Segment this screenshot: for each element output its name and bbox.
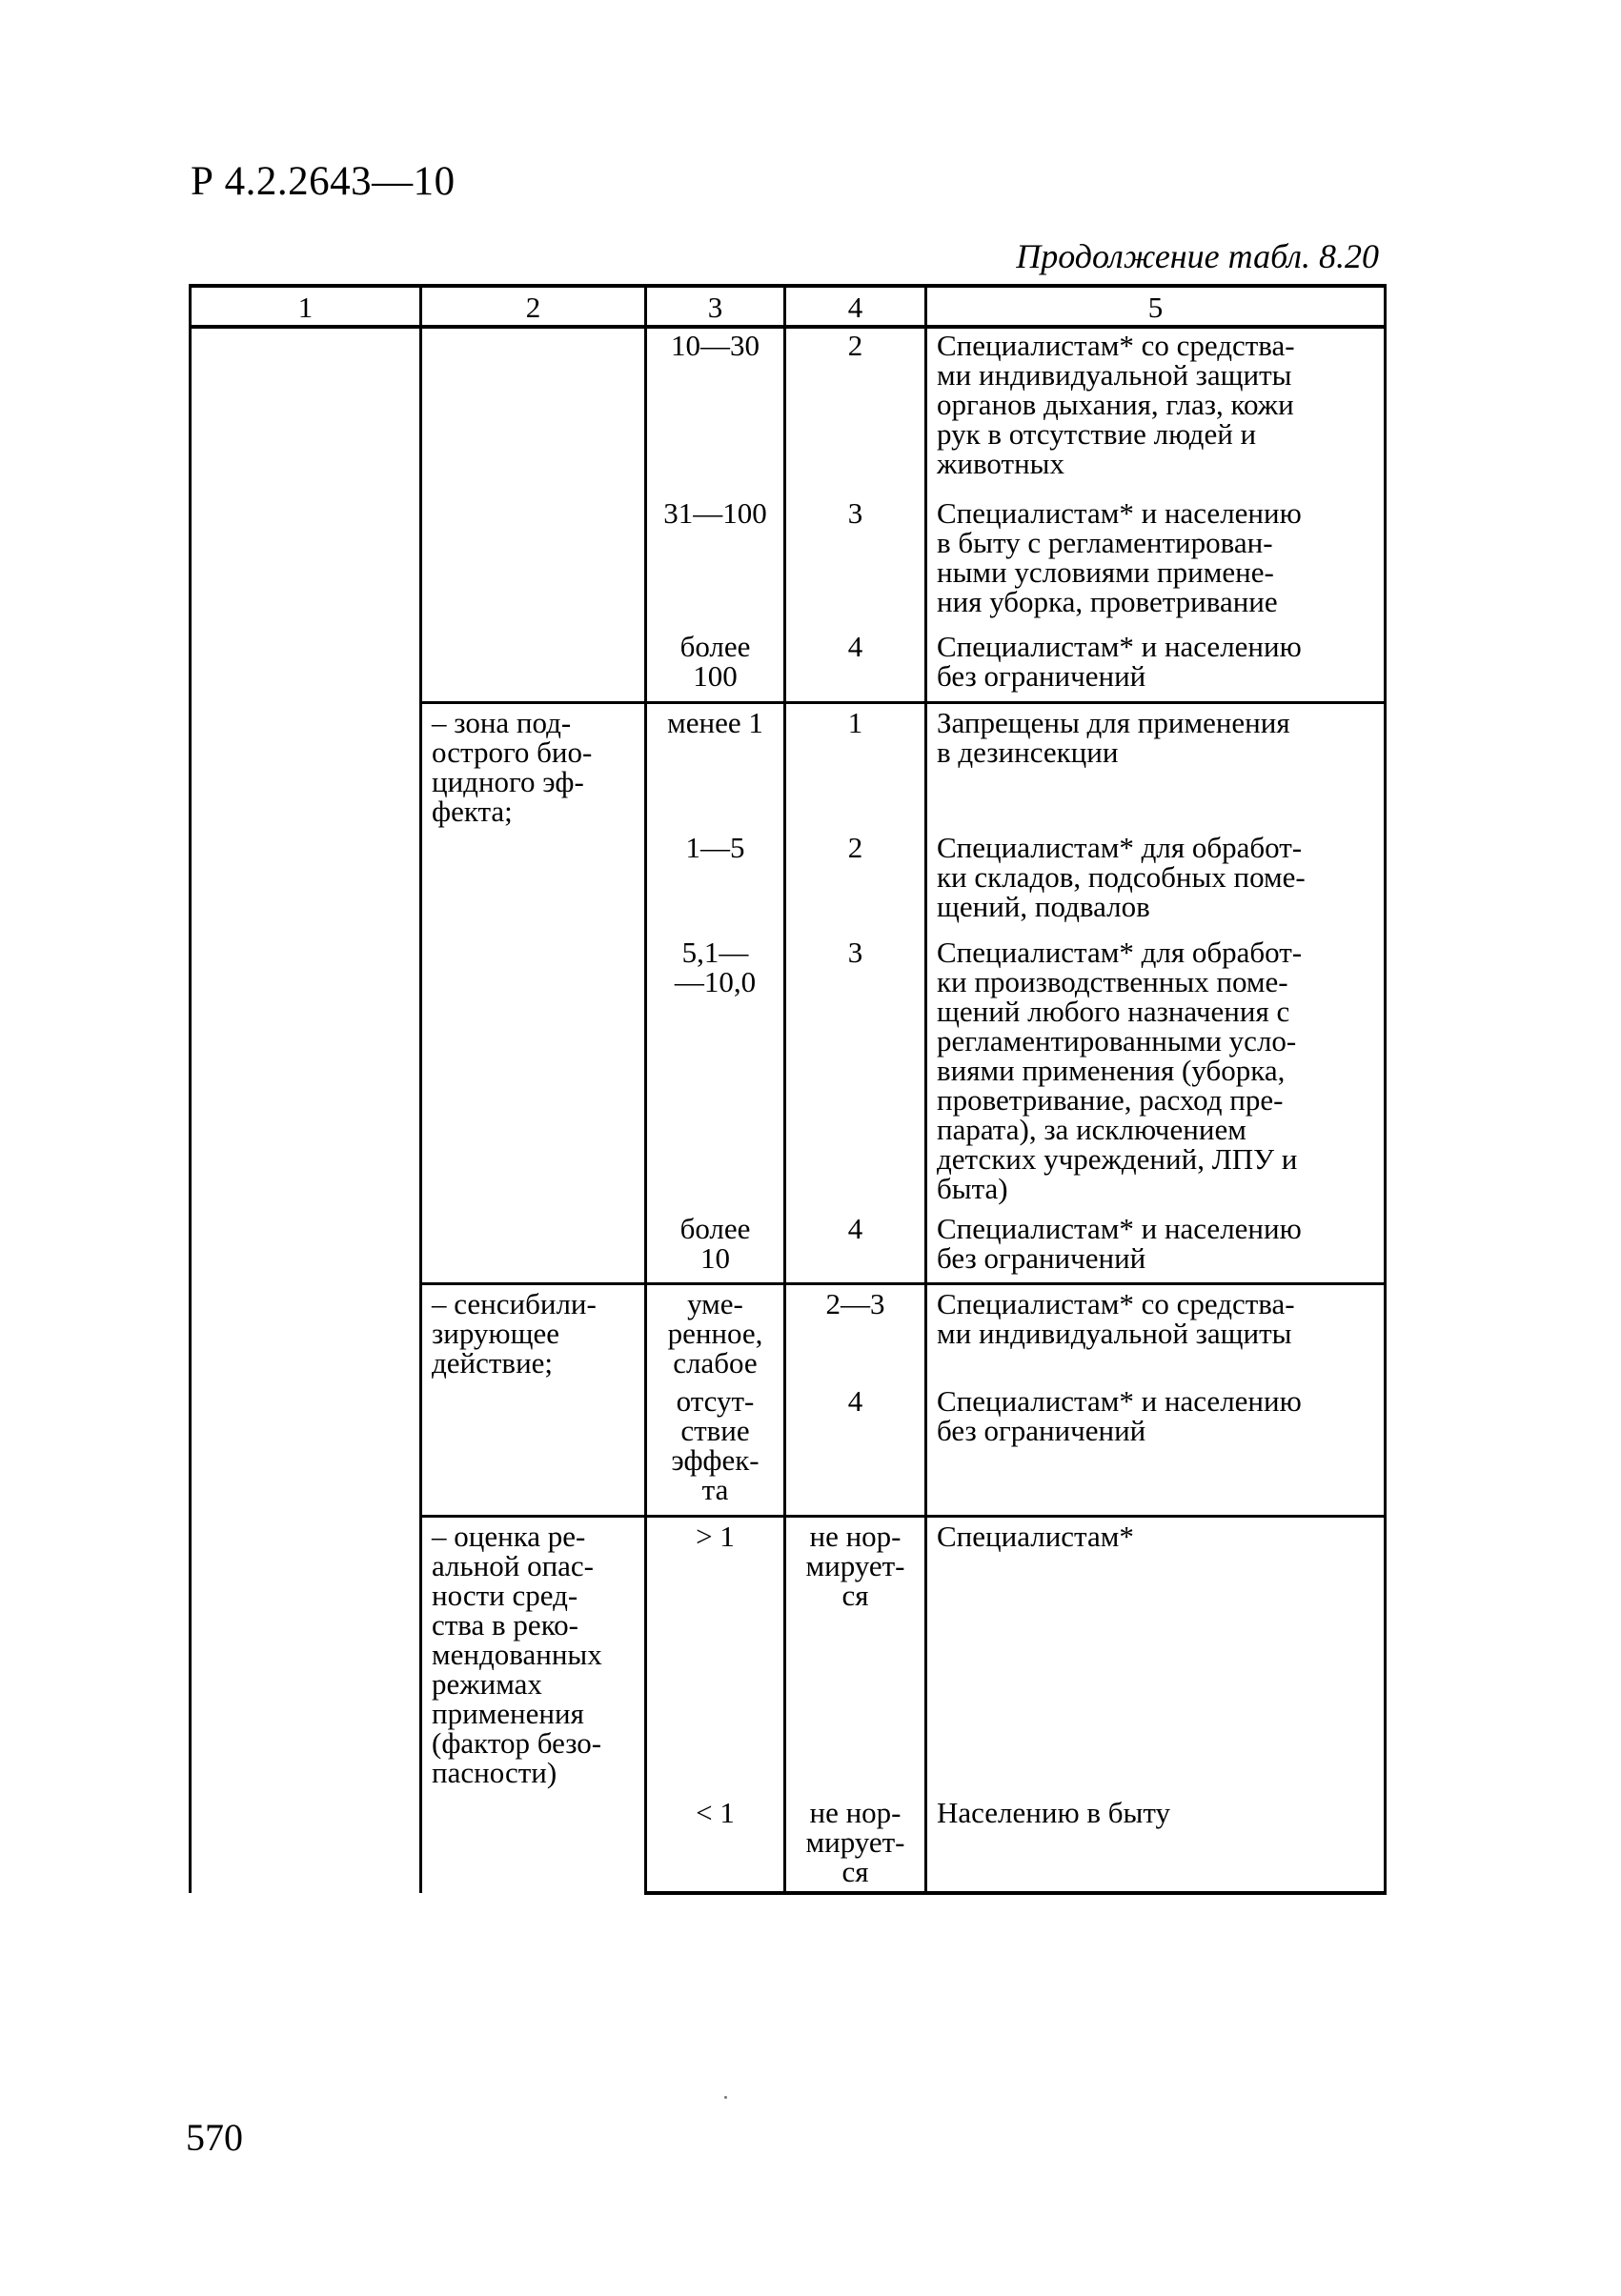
table-header-row (191, 286, 1386, 327)
recommendation-cell: Специалистам* со средства- ми индивидуальной защиты (926, 1283, 1386, 1386)
class-cell: 2—3 (785, 1283, 926, 1386)
class-cell: 2 (785, 327, 926, 498)
column-header-1: 1 (191, 286, 421, 327)
column-header-5: 5 (926, 286, 1386, 327)
class-cell: не нор- мирует- ся (785, 1798, 926, 1893)
recommendation-cell: Специалистам* для обработ- ки производственных поме- щений любого назначения с регламентированными усло- виями применения (уборка, проветривание, расход пре- парата), за исключением детских учреждений, ЛПУ и быта) (926, 937, 1386, 1214)
value-cell: 31—100 (646, 498, 785, 632)
column-header-4: 4 (785, 286, 926, 327)
value-cell: 1—5 (646, 833, 785, 937)
scan-speck (724, 2096, 727, 2099)
class-cell: не нор- мирует- ся (785, 1516, 926, 1798)
table-continuation-caption: Продолжение табл. 8.20 (1016, 237, 1379, 275)
indicator-cell (421, 327, 646, 702)
recommendation-cell: Специалистам* для обработ- ки складов, подсобных поме- щений, подвалов (926, 833, 1386, 937)
class-cell: 3 (785, 937, 926, 1214)
data-table (189, 284, 1387, 1895)
value-cell: < 1 (646, 1798, 785, 1893)
indicator-cell: – сенсибили- зирующее действие; (421, 1283, 646, 1516)
recommendation-cell: Специалистам* и населению в быту с регламентирован- ными условиями примене- ния уборка, проветривание (926, 498, 1386, 632)
recommendation-cell: Специалистам* (926, 1516, 1386, 1798)
class-cell: 4 (785, 1386, 926, 1516)
class-cell: 4 (785, 632, 926, 702)
table-row (191, 327, 1386, 498)
recommendation-cell: Специалистам* и населению без ограничений (926, 1214, 1386, 1283)
class-cell: 4 (785, 1214, 926, 1283)
indicator-cell: – зона под- острого био- цидного эф- фекта; (421, 702, 646, 1283)
value-cell: 5,1— —10,0 (646, 937, 785, 1214)
document-code: Р 4.2.2643—10 (191, 159, 456, 204)
recommendation-cell: Специалистам* и населению без ограничений (926, 1386, 1386, 1516)
column-header-2: 2 (421, 286, 646, 327)
value-cell: менее 1 (646, 702, 785, 833)
recommendation-cell: Запрещены для применения в дезинсекции (926, 702, 1386, 833)
recommendation-cell: Специалистам* со средства- ми индивидуальной защиты органов дыхания, глаз, кожи рук в отсутствие людей и животных (926, 327, 1386, 498)
recommendation-cell: Специалистам* и населению без ограничений (926, 632, 1386, 702)
class-cell: 1 (785, 702, 926, 833)
value-cell: отсут- ствие эффек- та (646, 1386, 785, 1516)
class-cell: 2 (785, 833, 926, 937)
indicator-cell: – оценка ре- альной опас- ности сред- ства в реко- мендованных режимах применения (фактор безо- пасности) (421, 1516, 646, 1893)
value-cell: уме- ренное, слабое (646, 1283, 785, 1386)
column-header-3: 3 (646, 286, 785, 327)
value-cell: более 100 (646, 632, 785, 702)
recommendation-cell: Населению в быту (926, 1798, 1386, 1893)
class-cell: 3 (785, 498, 926, 632)
value-cell: > 1 (646, 1516, 785, 1798)
page-number: 570 (186, 2116, 243, 2159)
value-cell: 10—30 (646, 327, 785, 498)
column-1-cell (191, 327, 421, 1893)
value-cell: более 10 (646, 1214, 785, 1283)
